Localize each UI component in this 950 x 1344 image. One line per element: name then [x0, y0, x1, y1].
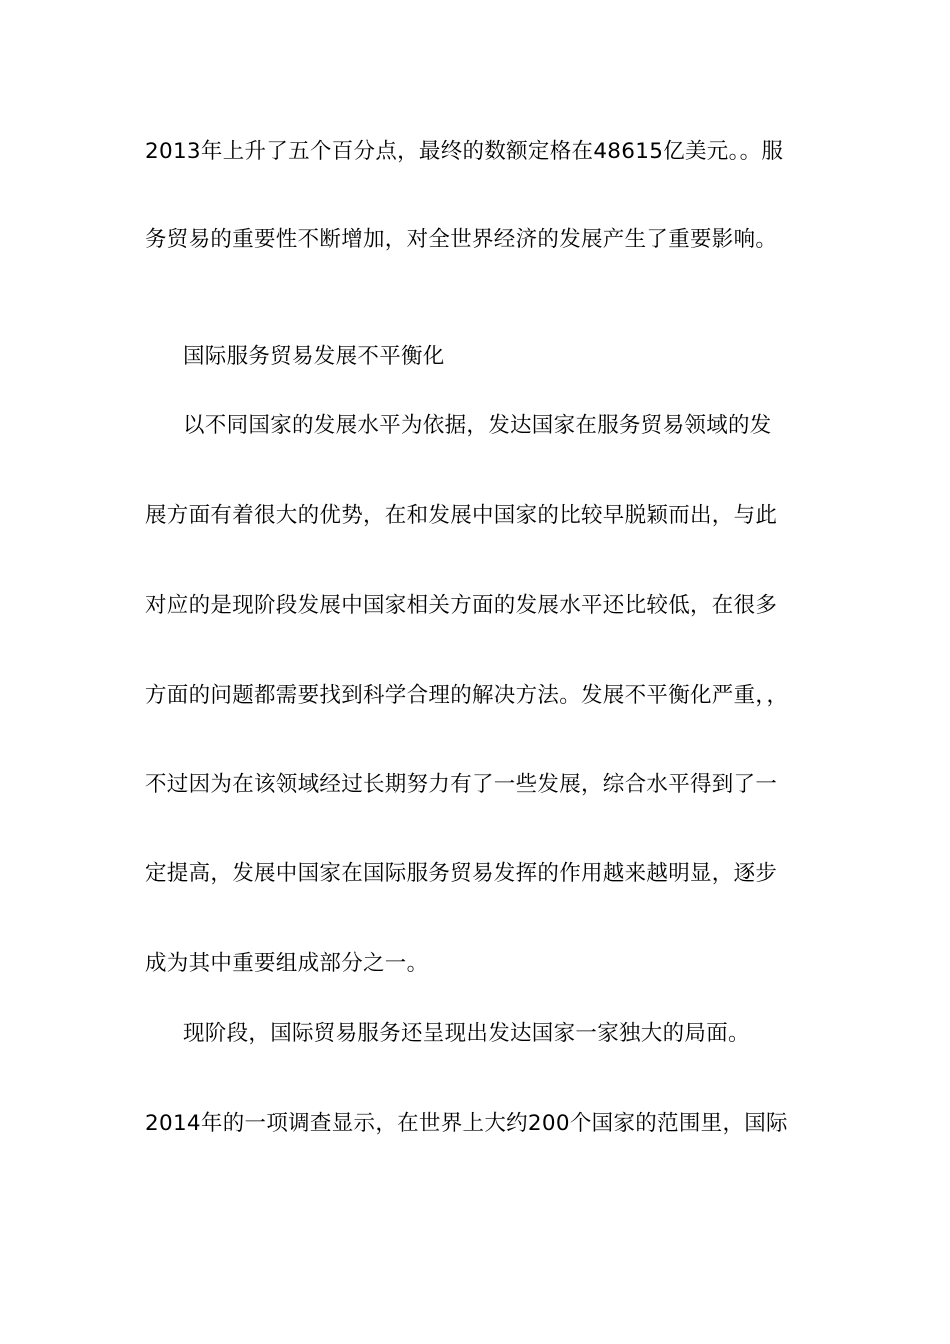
text-line: 务贸易的重要性不断增加，对全世界经济的发展产生了重要影响。: [145, 227, 778, 252]
section-heading: 国际服务贸易发展不平衡化: [183, 344, 445, 369]
text-line: 展方面有着很大的优势，在和发展中国家的比较早脱颖而出，与此: [145, 503, 778, 528]
text-line: 不过因为在该领域经过长期努力有了一些发展，综合水平得到了一: [145, 772, 778, 797]
text-line: 方面的问题都需要找到科学合理的解决方法。发展不平衡化严重，，: [145, 683, 789, 708]
text-line: 成为其中重要组成部分之一。: [145, 951, 429, 976]
text-line: 以不同国家的发展水平为依据，发达国家在服务贸易领域的发: [183, 413, 772, 438]
text-line: 2014年的一项调查显示，在世界上大约200个国家的范围里，国际: [145, 1111, 788, 1136]
text-line: 2013年上升了五个百分点，最终的数额定格在48615亿美元。。服: [145, 139, 784, 164]
text-line: 对应的是现阶段发展中国家相关方面的发展水平还比较低，在很多: [145, 593, 778, 618]
text-line: 定提高，发展中国家在国际服务贸易发挥的作用越来越明显，逐步: [145, 861, 778, 886]
text-line: 现阶段，国际贸易服务还呈现出发达国家一家独大的局面。: [183, 1021, 750, 1046]
